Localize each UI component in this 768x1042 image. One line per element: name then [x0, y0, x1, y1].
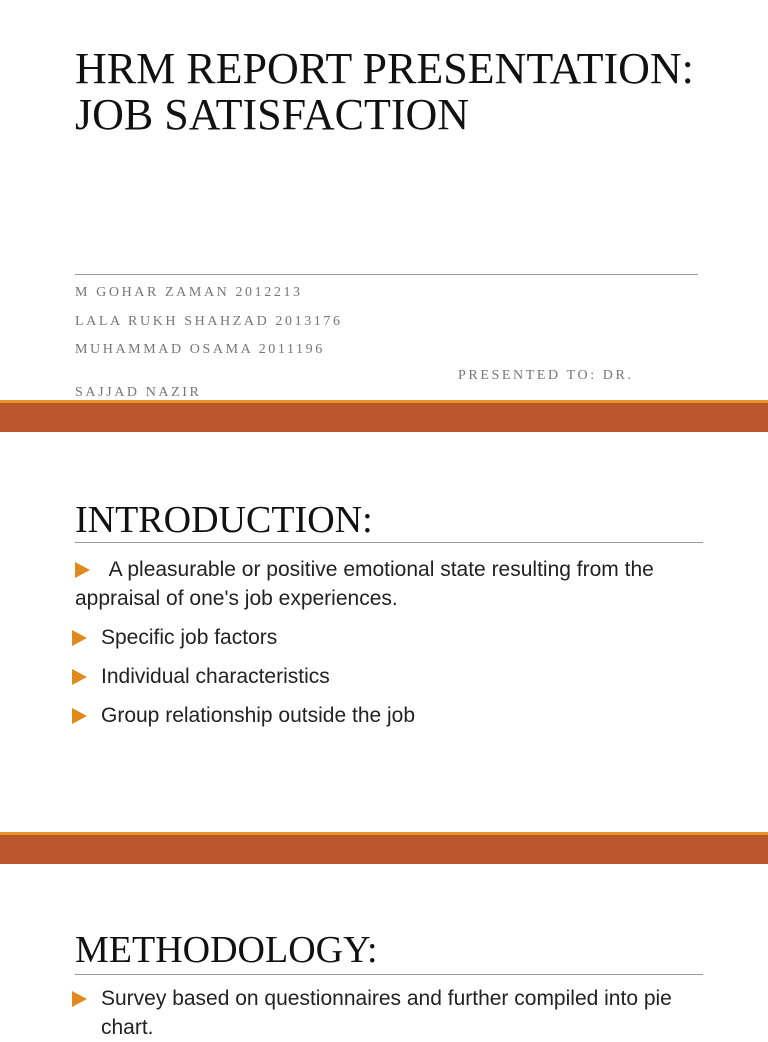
methodology-slide [0, 864, 768, 1039]
arrow-right-icon [72, 669, 87, 685]
author-name: LALA RUKH SHAHZAD 2013176 [75, 313, 343, 329]
section-divider [75, 542, 703, 543]
author-name: M GOHAR ZAMAN 2012213 [75, 285, 303, 300]
arrow-right-icon [72, 708, 87, 724]
bullet-list [70, 984, 710, 1042]
section-title: INTRODUCTION: [75, 499, 373, 541]
bullet-text: Individual characteristics [101, 665, 330, 688]
bullet-text: Specific job factors [101, 626, 278, 649]
bullet-text: Group relationship outside the job [101, 704, 416, 727]
bullet-list [70, 555, 710, 740]
author-list [75, 283, 698, 369]
arrow-right-icon [72, 991, 87, 1007]
slide-separator-band [0, 400, 768, 432]
presentation-title: HRM REPORT PRESENTATION: JOB SATISFACTION [75, 44, 694, 139]
presented-to-label: PRESENTED TO: DR. [458, 368, 634, 383]
introduction-slide [0, 432, 768, 832]
list-item [70, 701, 710, 730]
arrow-right-icon [72, 630, 87, 646]
list-item [70, 623, 710, 652]
title-divider [75, 274, 698, 275]
bullet-text: A pleasurable or positive emotional state resulting from the appraisal of one's job experiences. [75, 558, 654, 610]
slide-separator-band [0, 832, 768, 864]
presented-to-name: SAJJAD NAZIR [75, 385, 202, 400]
section-divider [75, 974, 703, 975]
author-name: MUHAMMAD OSAMA 2011196 [75, 342, 325, 357]
title-slide [0, 0, 768, 400]
list-item [70, 555, 710, 613]
section-title: METHODOLOGY: [75, 929, 378, 971]
bullet-text: Survey based on questionnaires and further compiled into pie chart. [101, 987, 672, 1039]
list-item [70, 984, 710, 1042]
list-item [70, 662, 710, 691]
arrow-right-icon [75, 562, 90, 578]
